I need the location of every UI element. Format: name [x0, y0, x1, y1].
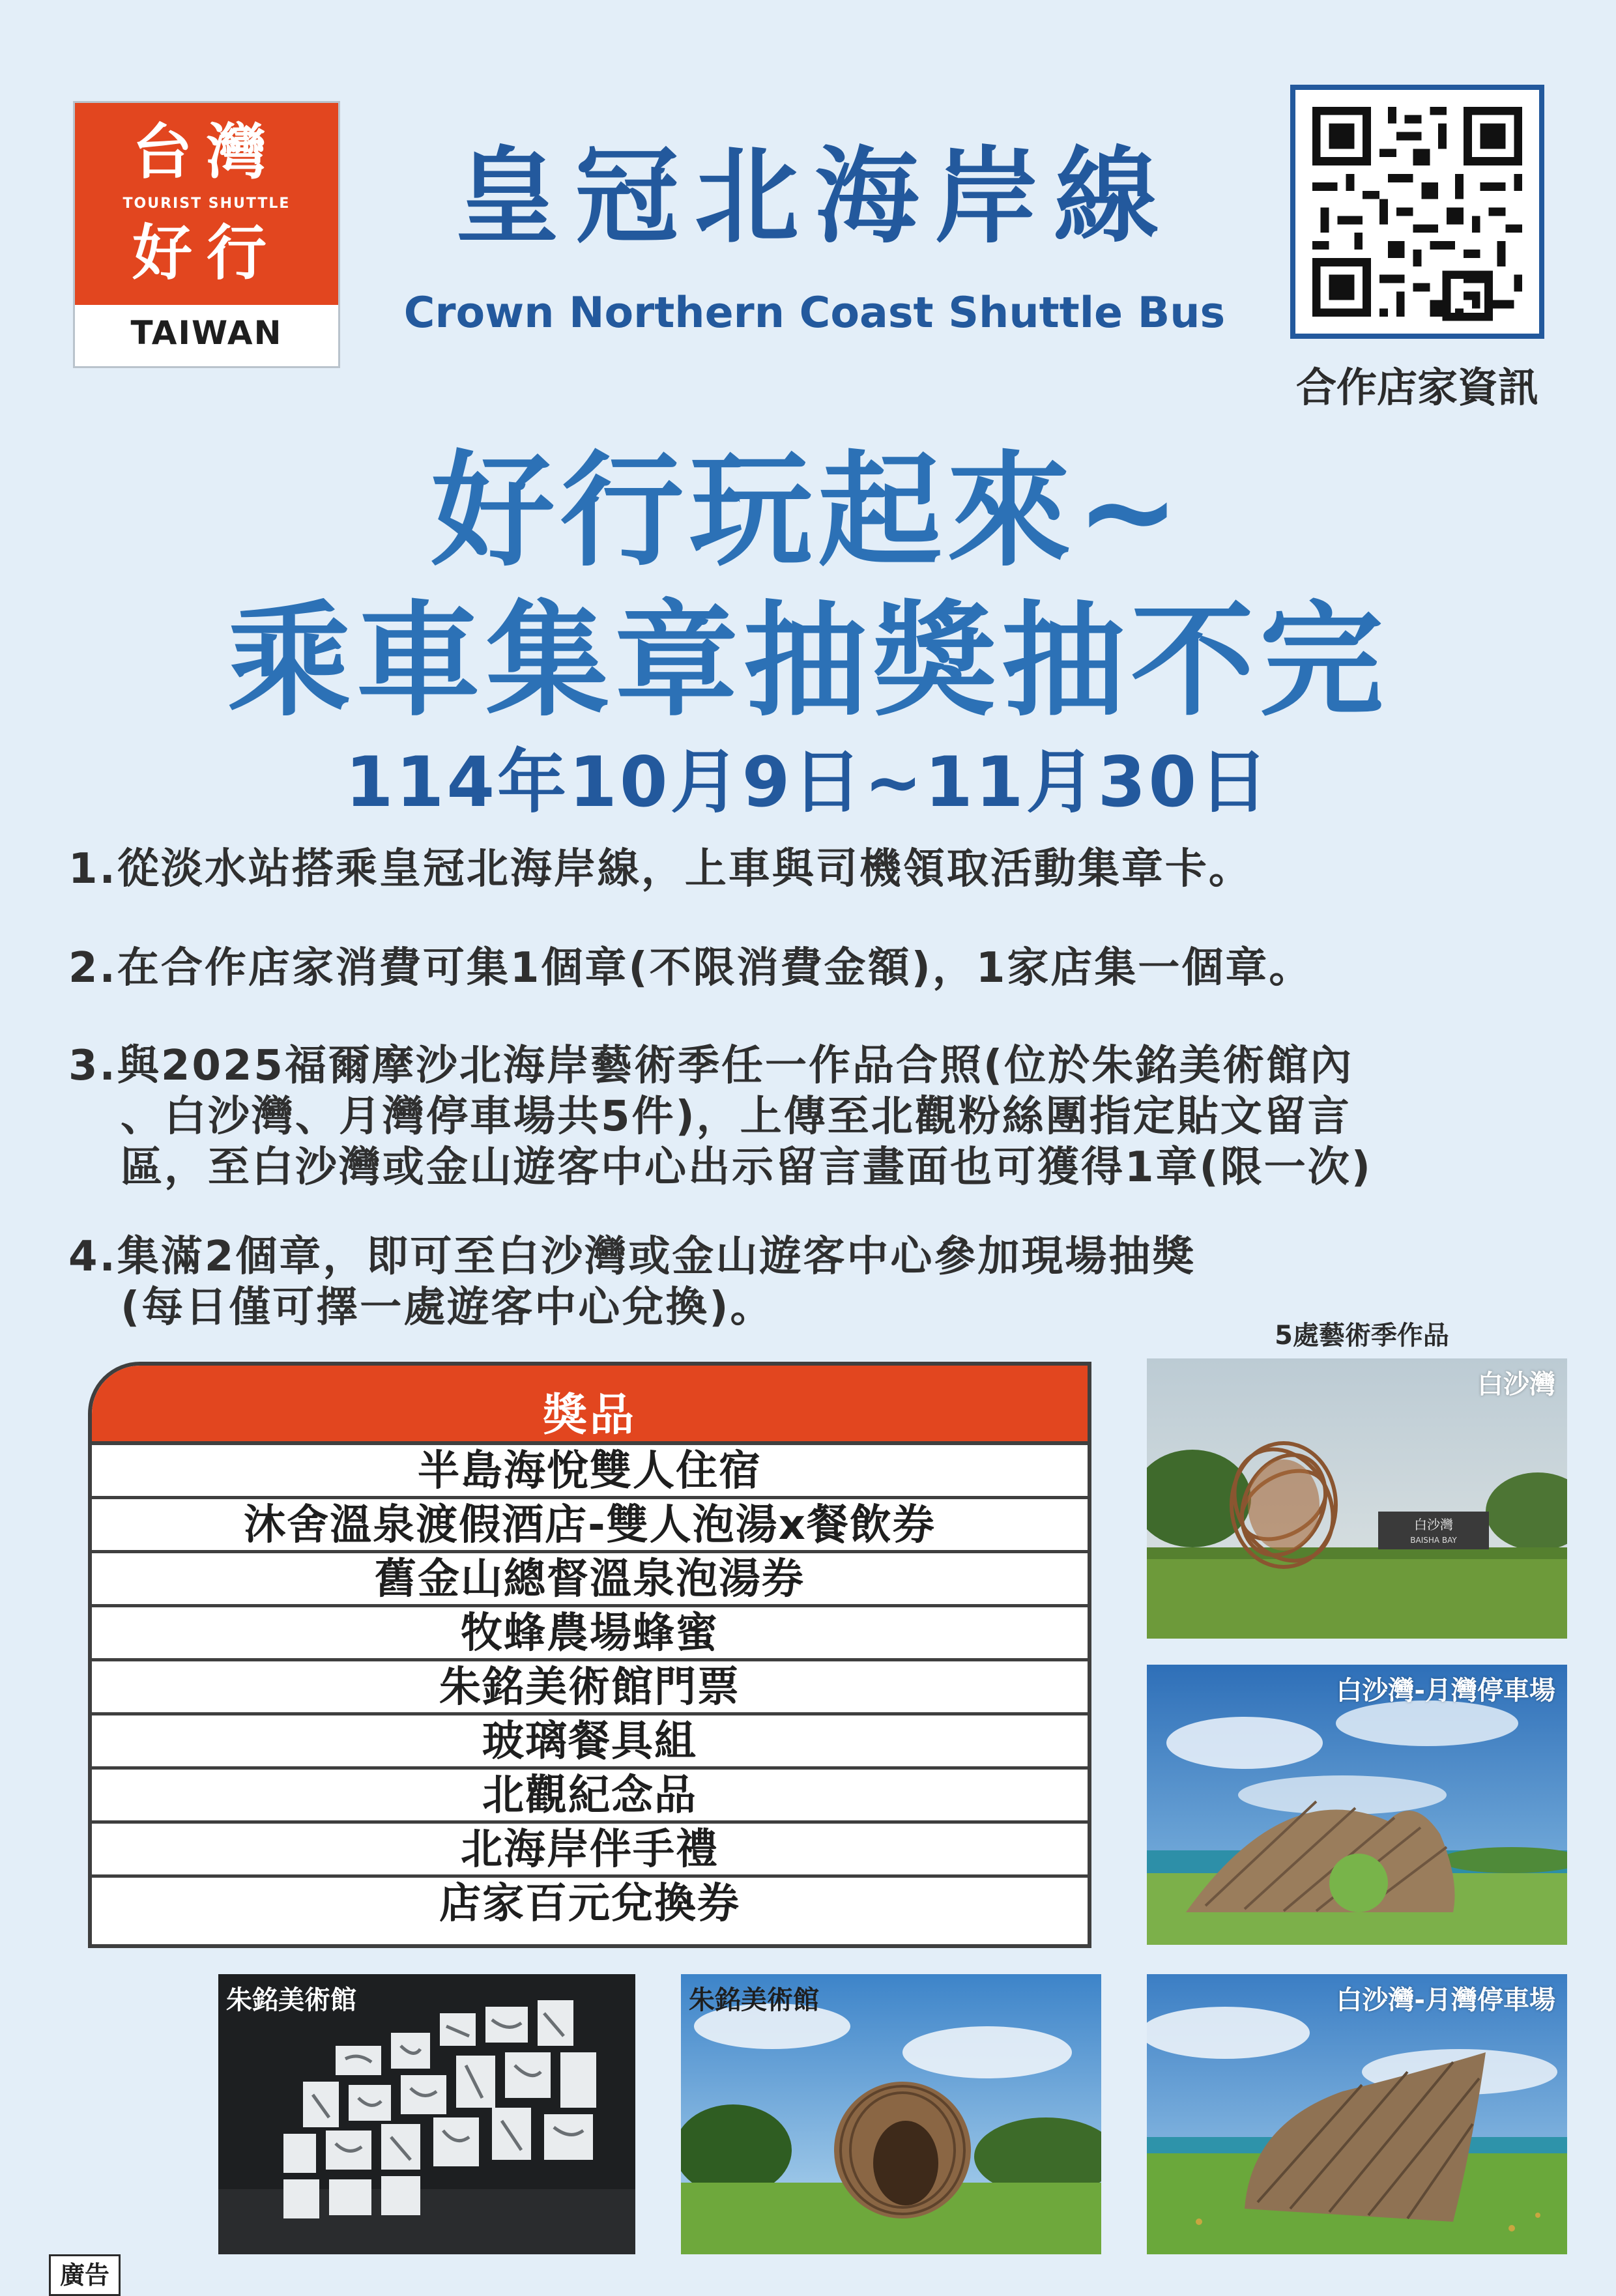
event-date: 114年10月9日~11月30日: [345, 742, 1271, 822]
advertisement-label: 廣告: [49, 2254, 121, 2296]
qr-code[interactable]: [1290, 85, 1544, 339]
prize-table: [88, 1362, 1091, 1948]
step-text-line: 、白沙灣、月灣停車場共5件)，上傳至北觀粉絲團指定貼文留言: [121, 1093, 1351, 1141]
prize-row: 舊金山總督溫泉泡湯券: [92, 1553, 1088, 1607]
step-text-line: 集滿2個章，即可至白沙灣或金山遊客中心參加現場抽獎: [117, 1233, 1196, 1281]
prize-header-label: 獎品: [542, 1390, 637, 1441]
photo-juming-museum-outdoor: [681, 1974, 1101, 2254]
photo-baishawan: [1147, 1358, 1567, 1639]
prize-row: 朱銘美術館門票: [92, 1661, 1088, 1715]
step-number: 2.: [68, 944, 117, 992]
tourist-shuttle-logo: [73, 101, 340, 368]
step-1: [68, 844, 1587, 895]
prize-row: 北觀紀念品: [92, 1770, 1088, 1824]
photo-caption: 朱銘美術館: [226, 1985, 356, 2015]
photo-moon-bay-parking-2: [1147, 1974, 1567, 2254]
photo-caption: 白沙灣: [1477, 1370, 1555, 1399]
qr-label: 合作店家資訊: [1295, 364, 1538, 411]
photo-moon-bay-parking-1: [1147, 1665, 1567, 1945]
prize-row: 牧蜂農場蜂蜜: [92, 1607, 1088, 1661]
prize-row: 玻璃餐具組: [92, 1715, 1088, 1770]
logo-middle-line: TOURIST SHUTTLE: [123, 195, 291, 212]
step-text-line: 與2025福爾摩沙北海岸藝術季任一作品合照(位於朱銘美術館內: [117, 1042, 1354, 1090]
step-text-line: 區，至白沙灣或金山遊客中心出示留言畫面也可獲得1章(限一次): [121, 1143, 1373, 1192]
sign-sub-text: BAISHA BAY: [1410, 1536, 1457, 1545]
prize-row: 半島海悅雙人住宿: [92, 1445, 1088, 1499]
step-3: [68, 1040, 1587, 1193]
route-title-zh: 皇冠北海岸線: [454, 136, 1174, 257]
step-text: 從淡水站搭乘皇冠北海岸線，上車與司機領取活動集章卡。: [117, 845, 1252, 893]
prize-table-header: [92, 1366, 1088, 1445]
step-text-line: (每日僅可擇一處遊客中心兌換)。: [121, 1284, 774, 1332]
photo-caption: 白沙灣-月灣停車場: [1336, 1676, 1555, 1706]
logo-country: TAIWAN: [130, 314, 283, 352]
prize-row: 店家百元兌換券: [439, 1880, 740, 1928]
step-text: 在合作店家消費可集1個章(不限消費金額)，1家店集一個章。: [117, 944, 1313, 992]
logo-bottom-line: 好行: [132, 218, 281, 288]
prize-row: 北海岸伴手禮: [92, 1824, 1088, 1878]
photo-juming-museum-indoor: [218, 1974, 635, 2254]
step-number: 4.: [68, 1233, 117, 1281]
headline-line-2: 乘車集章抽獎抽不完: [227, 589, 1389, 733]
step-number: 1.: [68, 845, 117, 893]
prize-row: 沐舍溫泉渡假酒店-雙人泡湯x餐飲券: [92, 1499, 1088, 1553]
photo-caption: 朱銘美術館: [689, 1985, 819, 2015]
headline-line-1: 好行玩起來~: [431, 439, 1185, 583]
qr-code-icon: [1295, 90, 1539, 334]
route-title-en: Crown Northern Coast Shuttle Bus: [403, 289, 1226, 337]
art-season-label: 5處藝術季作品: [1275, 1321, 1449, 1351]
step-number: 3.: [68, 1042, 117, 1090]
step-2: [68, 943, 1587, 994]
logo-top-line: 台灣: [132, 117, 281, 187]
photo-caption: 白沙灣-月灣停車場: [1336, 1985, 1555, 2015]
sign-text: 白沙灣: [1414, 1517, 1453, 1532]
